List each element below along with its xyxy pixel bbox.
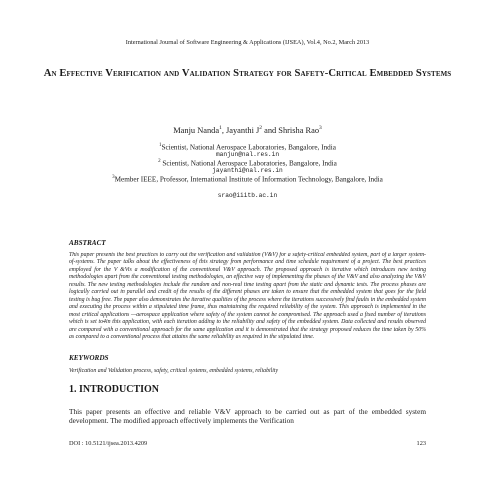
author-superscript: 1 bbox=[219, 125, 222, 131]
author-separator: , bbox=[221, 125, 226, 135]
author-separator: and bbox=[262, 125, 279, 135]
author-list bbox=[0, 123, 495, 136]
author-superscript: 2 bbox=[259, 125, 263, 131]
author-email: manjun@nal.res.in bbox=[215, 151, 280, 158]
affiliation-text: Member IEEE, Professor, International Institute of Information Technology, Bangalore, India bbox=[114, 175, 383, 184]
keywords-heading: KEYWORDS bbox=[69, 354, 109, 362]
affiliation-superscript: 1 bbox=[159, 143, 162, 148]
page-number: 123 bbox=[416, 440, 426, 447]
affiliation-text: Scientist, National Aerospace Laboratories, Bangalore, India bbox=[160, 159, 337, 168]
author-email: srao@iiitb.ac.in bbox=[217, 192, 278, 199]
introduction-heading: 1. INTRODUCTION bbox=[69, 384, 160, 395]
footer-doi: DOI : 10.5121/ijsea.2013.4209 bbox=[69, 440, 148, 447]
paper-title: An Effective Verification and Validation Strategy for Safety-Critical Embedded Systems bbox=[43, 68, 452, 79]
affiliation-text: Scientist, National Aerospace Laboratories, Bangalore, India bbox=[161, 143, 336, 152]
affiliation bbox=[40, 174, 455, 184]
author-name: Jayanthi J bbox=[226, 125, 260, 135]
author-superscript: 3 bbox=[319, 125, 322, 131]
introduction-text: This paper presents an effective and reliable V&V approach to be carried out as part of the embedded system development. The modified approach effectively implements the Verification bbox=[69, 407, 426, 426]
affiliation-superscript: 3 bbox=[112, 175, 115, 180]
keywords-text: Verification and Validation process, safety, critical systems, embedded systems, reliability bbox=[69, 368, 279, 374]
author-email: jayanthi@nal.res.in bbox=[212, 167, 283, 174]
abstract-text: This paper presents the best practices to carry out the verification and validation (V&V) for a safety-critical embedded system, part of a larger system-of-systems. The paper talks about the effectiveness of this strategy from performance and time schedule requirement of a project. The best practices employed for the V &Vis a modification of the conventional V&V approach. The proposed approach is iterative which introduces new testing methodologies apart from the conventional testing methodologies, an effective way of implementing the phases of the V&V and also analyzing the V&V results. The new testing methodologies include the random and non-real time testing apart from the static and dynamic tests. The process phases are logically carried out in parallel and credit of the results of the different phases are taken to ensure that the embedded system that goes for the field testing is bug free. The paper also demonstrates the iterative qualities of the process where the iterations successively find faults in the embedded system and executing the process within a stipulated time frame, thus maintaining the required reliability of the system. This approach is implemented in the most critical applications —aerospace application where safety of the system cannot be compromised. The approach used a fixed number of iterations which is set to4in this application, with each iteration adding to the reliability and safety of the embedded system. Data collected and results observed are compared with a conventional approach for the same application and it is demonstrated that the strategy proposed reduces the time taken by 50% as compared to a conventional process that attains the same reliability as required in the stipulated time. bbox=[69, 252, 426, 340]
affiliation-superscript: 2 bbox=[158, 159, 161, 164]
journal-header: International Journal of Software Engineering & Applications (IJSEA), Vol.4, No.2, March 2013 bbox=[125, 39, 370, 46]
author-name: Manju Nanda bbox=[173, 125, 220, 135]
author-name: Shrisha Rao bbox=[278, 125, 320, 135]
abstract-heading: ABSTRACT bbox=[69, 239, 106, 247]
